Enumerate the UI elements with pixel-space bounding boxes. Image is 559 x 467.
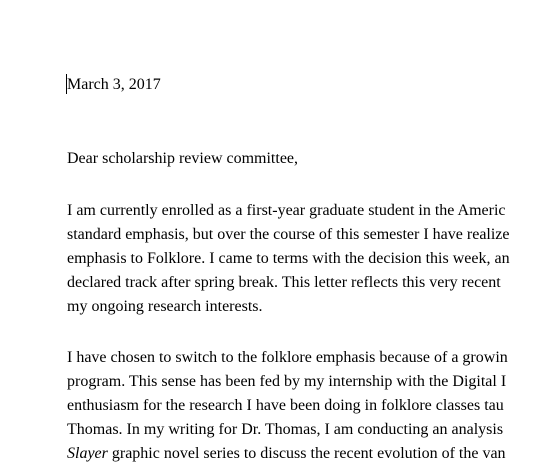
paragraph-1-line: emphasis to Folklore. I came to terms with the decision this week, an (67, 250, 510, 267)
paragraph-1-line: I am currently enrolled as a first-year graduate student in the Americ (67, 202, 506, 219)
paragraph-2-line-rest: graphic novel series to discuss the recent evolution of the van (107, 445, 506, 462)
letter-date: March 3, 2017 (67, 76, 161, 93)
paragraph-1-line: declared track after spring break. This letter reflects this very recent (67, 274, 501, 291)
paragraph-2-line: I have chosen to switch to the folklore emphasis because of a growin (67, 349, 508, 366)
paragraph-2-line: enthusiasm for the research I have been doing in folklore classes tau (67, 397, 504, 414)
paragraph-2-line: Thomas. In my writing for Dr. Thomas, I am conducting an analysis (67, 421, 504, 438)
paragraph-2 (67, 346, 508, 466)
paragraph-2-line: program. This sense has been fed by my internship with the Digital I (67, 373, 507, 390)
paragraph-1 (67, 199, 510, 319)
paragraph-1-line: standard emphasis, but over the course of this semester I have realize (67, 226, 510, 243)
paragraph-2-line-last (67, 442, 508, 466)
book-title: Slayer (67, 445, 108, 462)
letter-salutation: Dear scholarship review committee, (67, 150, 299, 167)
paragraph-1-line: my ongoing research interests. (67, 298, 263, 315)
